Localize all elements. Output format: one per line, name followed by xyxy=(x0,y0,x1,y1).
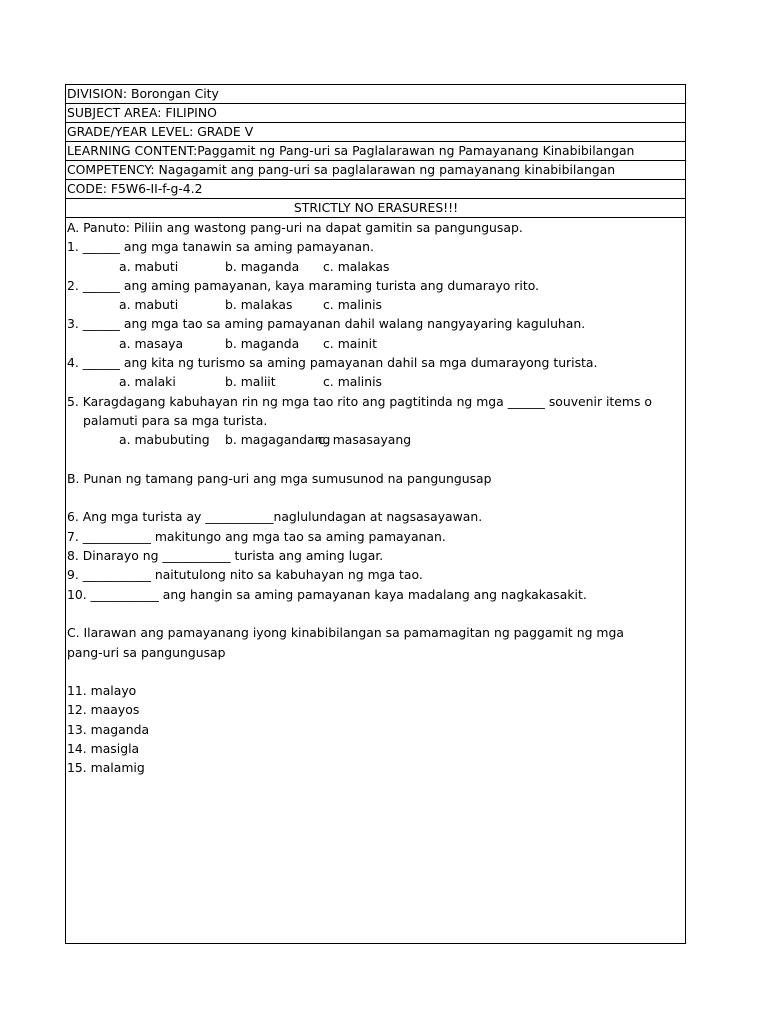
part-c-instruction-line-1: C. Ilarawan ang pamayanang iyong kinabibilangan sa pamamagitan ng paggamit ng mga xyxy=(67,625,624,641)
question-7: 7. ___________ makitungo ang mga tao sa aming pamayanan. xyxy=(67,528,446,544)
choice-b: b. maganda xyxy=(225,335,300,351)
question-12: 12. maayos xyxy=(67,702,140,718)
no-erasures-notice: STRICTLY NO ERASURES!!! xyxy=(66,199,685,218)
part-c-instruction-line-2: pang-uri sa pangungusap xyxy=(67,644,226,660)
competency-row: COMPETENCY: Nagagamit ang pang-uri sa paglalarawan ng pamayanang kinabibilangan xyxy=(66,161,685,180)
choice-b: b. maliit xyxy=(225,374,276,390)
question-8: 8. Dinarayo ng ___________ turista ang aming lugar. xyxy=(67,548,384,564)
choice-c: c. mainit xyxy=(323,335,377,351)
choice-a: a. mabuti xyxy=(119,258,179,274)
choice-a: a. malaki xyxy=(119,374,176,390)
worksheet-body xyxy=(66,218,685,778)
question-5-line-2: palamuti para sa mga turista. xyxy=(83,412,268,428)
question-5-choices xyxy=(67,430,685,449)
question-4: 4. ______ ang kita ng turismo sa aming pamayanan dahil sa mga dumarayong turista. xyxy=(67,355,598,371)
question-3-choices xyxy=(67,334,685,353)
choice-c: c. masasayang xyxy=(318,432,412,448)
choice-b: b. magagandang xyxy=(225,432,331,448)
choice-b: b. maganda xyxy=(225,258,300,274)
question-2: 2. ______ ang aming pamayanan, kaya maraming turista ang dumarayo rito. xyxy=(67,277,539,293)
division-row: DIVISION: Borongan City xyxy=(66,85,685,104)
question-4-choices xyxy=(67,372,685,391)
question-6: 6. Ang mga turista ay ___________naglulundagan at nagsasayawan. xyxy=(67,509,483,525)
question-13: 13. maganda xyxy=(67,721,150,737)
question-14: 14. masigla xyxy=(67,741,140,757)
choice-a: a. masaya xyxy=(119,335,184,351)
choice-a: a. mabubuting xyxy=(119,432,210,448)
choice-a: a. mabuti xyxy=(119,297,179,313)
subject-row: SUBJECT AREA: FILIPINO xyxy=(66,104,685,123)
question-15: 15. malamig xyxy=(67,760,145,776)
question-2-choices xyxy=(67,295,685,314)
part-a-instruction: A. Panuto: Piliin ang wastong pang-uri na dapat gamitin sa pangungusap. xyxy=(67,220,523,235)
question-9: 9. ___________ naitutulong nito sa kabuhayan ng mga tao. xyxy=(67,567,423,583)
question-3: 3. ______ ang mga tao sa aming pamayanan dahil walang nangyayaring kaguluhan. xyxy=(67,316,586,332)
question-1-choices xyxy=(67,257,685,276)
question-10: 10. ___________ ang hangin sa aming pamayanan kaya madalang ang nagkakasakit. xyxy=(67,586,587,602)
choice-c: c. malinis xyxy=(323,374,382,390)
grade-row: GRADE/YEAR LEVEL: GRADE V xyxy=(66,123,685,142)
choice-b: b. malakas xyxy=(225,297,293,313)
worksheet xyxy=(65,84,686,944)
choice-c: c. malinis xyxy=(323,297,382,313)
code-row: CODE: F5W6-II-f-g-4.2 xyxy=(66,180,685,199)
part-b-instruction: B. Punan ng tamang pang-uri ang mga sumusunod na pangungusap xyxy=(67,470,492,486)
learning-content-row: LEARNING CONTENT:Paggamit ng Pang-uri sa Paglalarawan ng Pamayanang Kinabibilangan xyxy=(66,142,685,161)
question-11: 11. malayo xyxy=(67,683,137,699)
choice-c: c. malakas xyxy=(323,258,390,274)
question-5-line-1: 5. Karagdagang kabuhayan rin ng mga tao rito ang pagtitinda ng mga ______ souvenir items o xyxy=(67,393,652,409)
question-1: 1. ______ ang mga tanawin sa aming pamayanan. xyxy=(67,239,374,255)
